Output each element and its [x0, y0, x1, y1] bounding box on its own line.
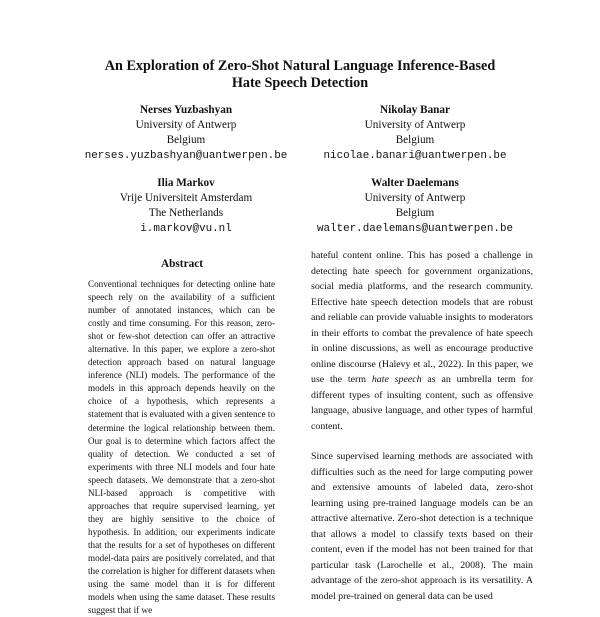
abstract-text: Conventional techniques for detecting online hate speech rely on the availability of a sufficient number of annotated instances, which can be costly and time consuming. For this reason, zero-shot or few-shot detection can offer an attractive alternative. In this paper, we explore a zero-shot detection approach based on natural language inference (NLI) models. The performance of the models in this approach depends heavily on the choice of a hypothesis, which represents a statement that is evaluated with a given sentence to determine the logical relationship between them. Our goal is to determine which factors affect the quality of detection. We conducted a set of experiments with three NLI models and four hate speech datasets. We demonstrate that a zero-shot NLI-based approach is competitive with approaches that require supervised learning, yet they are highly sensitive to the choice of hypothesis. In addition, our experiments indicate that the results for a set of hypotheses on different model-data pairs are positively correlated, and that the correlation is higher for different datasets when using the same model than it is for different models when using the same dataset. These results suggest that if we — [88, 279, 276, 616]
title-line-1: An Exploration of Zero-Shot Natural Language Inference-Based — [104, 58, 496, 74]
intro-paragraph-2: Since supervised learning methods are associated with difficulties such as the need for large computing power and extensive amounts of labeled data, zero-shot learning using pre-trained language models can be an attractive alternative. Zero-shot detection is a technique that allows a model to classify texts based on their content, even if the model has not been trained for that particular task (Larochelle et al., 2008). The main advantage of the zero-shot approach is its versatility. A model pre-trained on general data can be used — [311, 451, 533, 602]
author-block — [295, 103, 535, 164]
author-affiliation: University of Antwerp — [135, 119, 237, 132]
author-country: Belgium — [395, 134, 435, 147]
author-email: walter.daelemans@uantwerpen.be — [316, 222, 514, 235]
author-name: Ilia Markov — [157, 177, 215, 189]
author-email: i.markov@vu.nl — [140, 222, 232, 235]
author-name: Nerses Yuzbashyan — [139, 104, 233, 116]
intro-column — [311, 248, 533, 604]
author-name: Nikolay Banar — [380, 104, 450, 116]
author-email: nicolae.banari@uantwerpen.be — [323, 149, 507, 162]
author-block — [295, 176, 535, 237]
author-country: Belgium — [395, 207, 435, 220]
author-block — [66, 176, 306, 237]
author-affiliation: University of Antwerp — [364, 119, 466, 132]
intro-paragraph-1 — [311, 248, 533, 434]
author-country: The Netherlands — [148, 207, 224, 220]
intro-p1-end: as an umbrella term for different types of insulting content, such as offensive language, abusive language, and other types of harmful content. — [311, 374, 534, 432]
author-affiliation: University of Antwerp — [364, 192, 466, 205]
intro-p1-term: hate speech — [371, 374, 422, 385]
intro-p1-start: hateful content online. This has posed a challenge in detecting hate speech for government organizations, social media platforms, and the research community. Effective hate speech detection models that are robust and reliable can provide valuable insights to moderators in their efforts to combat the prevalence of hate speech in online discussions, as well as encourage productive online discourse (Halevy et al., 2022). In this paper, we use the term — [311, 250, 533, 385]
author-block — [66, 103, 306, 164]
paper-title — [60, 58, 540, 92]
author-country: Belgium — [166, 134, 206, 147]
author-email: nerses.yuzbashyan@uantwerpen.be — [84, 149, 288, 162]
abstract-heading: Abstract — [160, 258, 204, 270]
title-line-2: Hate Speech Detection — [231, 75, 369, 91]
author-name: Walter Daelemans — [371, 177, 459, 189]
author-affiliation: Vrije Universiteit Amsterdam — [119, 192, 253, 205]
